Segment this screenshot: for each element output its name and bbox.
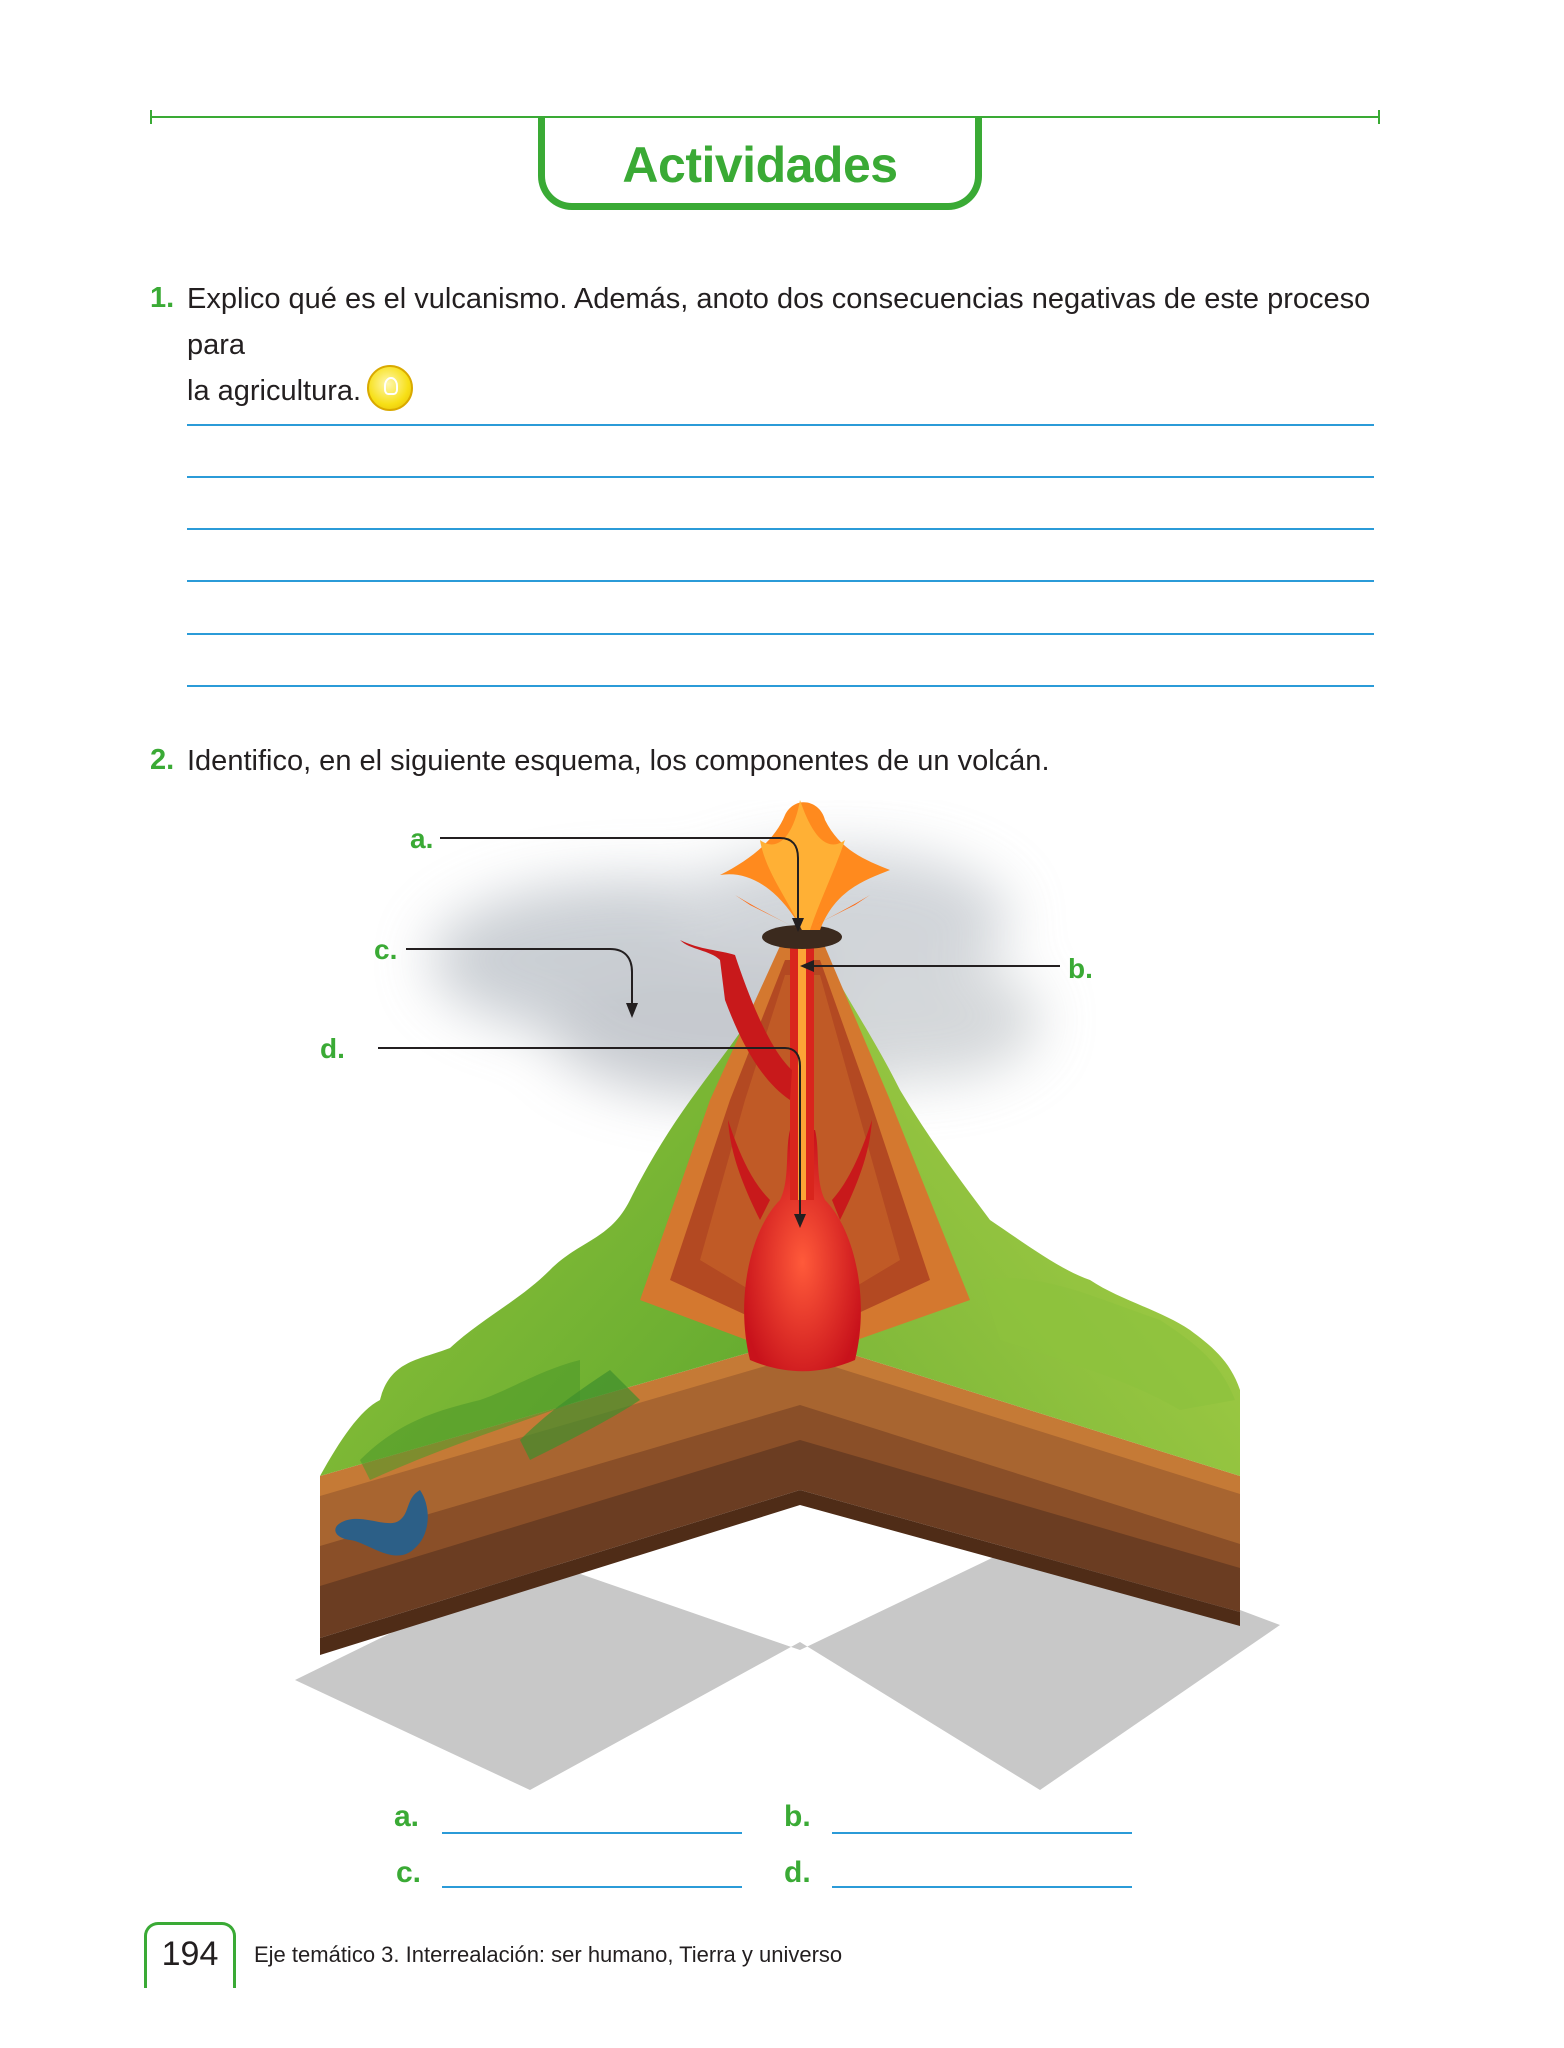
diagram-label-a: a. <box>410 823 434 854</box>
answer-line-3[interactable] <box>187 528 1374 530</box>
question-1-number <box>150 282 174 315</box>
answer-line-b[interactable] <box>832 1832 1132 1834</box>
question-number: 1. <box>150 282 175 314</box>
question-1-text <box>187 276 1387 415</box>
header-rule-tick-right <box>1378 110 1380 124</box>
question-2-text: Identifico, en el siguiente esquema, los componentes de un volcán. <box>187 745 1050 777</box>
question-1-line-2-row <box>187 368 1387 415</box>
answer-line-c[interactable] <box>442 1886 742 1888</box>
question-1-line-1: Explico qué es el vulcanismo. Además, anoto dos consecuencias negativas de este proceso para <box>187 283 1371 361</box>
lightbulb-icon <box>367 365 413 411</box>
footer-text: Eje temático 3. Interrealación: ser humano, Tierra y universo <box>254 1942 843 1967</box>
diagram-label-b: b. <box>1068 953 1093 984</box>
answer-line-6[interactable] <box>187 685 1374 687</box>
answer-label-d: d. <box>784 1856 811 1889</box>
question-1-line-2: la agricultura. <box>187 375 362 407</box>
question-2-number <box>150 744 174 777</box>
volcano-diagram <box>280 800 1300 1800</box>
question-number: 2. <box>150 744 175 776</box>
answer-line-a[interactable] <box>442 1832 742 1834</box>
title-tab <box>538 118 982 210</box>
page-title: Actividades <box>622 137 898 193</box>
answer-line-4[interactable] <box>187 580 1374 582</box>
answer-line-2[interactable] <box>187 476 1374 478</box>
diagram-label-c: c. <box>374 934 398 965</box>
answer-line-1[interactable] <box>187 424 1374 426</box>
diagram-label-d: d. <box>320 1033 345 1064</box>
answer-line-d[interactable] <box>832 1886 1132 1888</box>
answer-line-5[interactable] <box>187 633 1374 635</box>
page-number-tab <box>144 1922 236 1988</box>
header-rule-tick-left <box>150 110 152 124</box>
answer-label-c: c. <box>396 1856 422 1889</box>
answer-label-b: b. <box>784 1800 811 1833</box>
answer-label-a: a. <box>394 1800 420 1833</box>
page-number: 194 <box>161 1935 219 1973</box>
